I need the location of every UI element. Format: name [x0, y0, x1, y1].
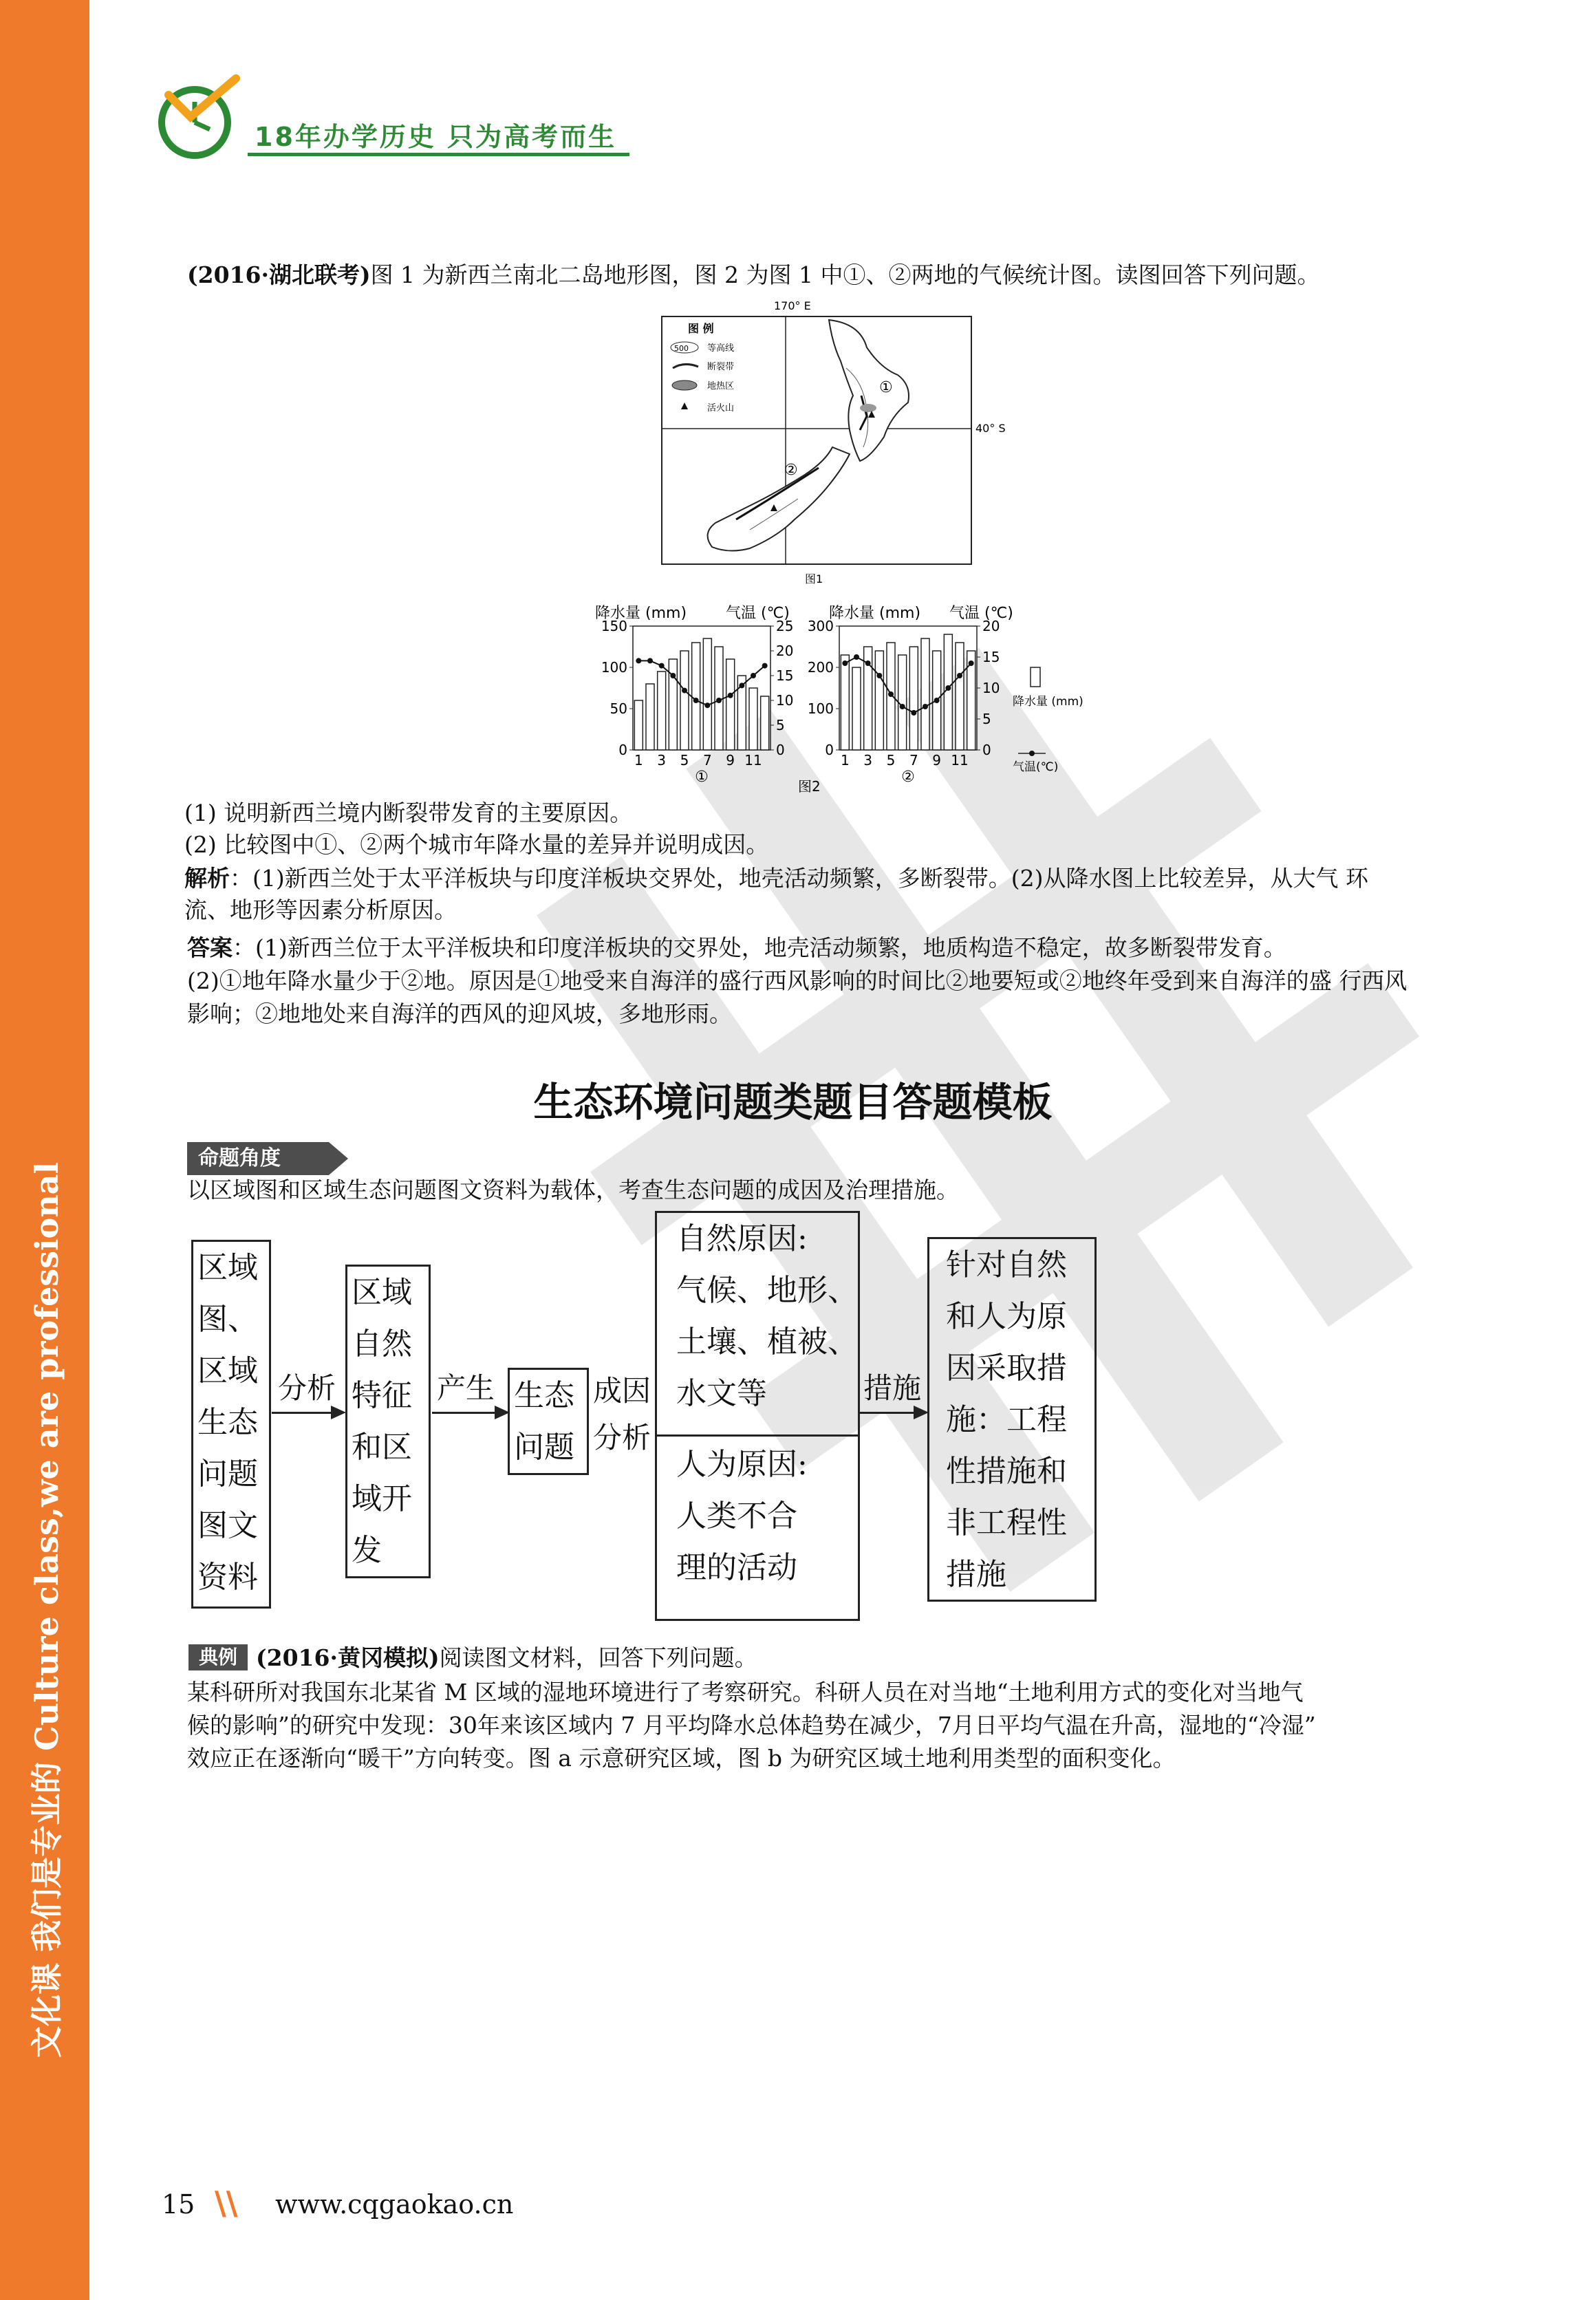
chart1-temp-point: [682, 688, 687, 694]
chart1-y2tick-label: 15: [776, 667, 794, 684]
chart2-temp-point: [945, 685, 951, 691]
example-text-line1: 某科研所对我国东北某省 M 区域的湿地环境进行了考察研究。科研人员在对当地“土地利用方式的变化对当地气: [187, 1679, 1304, 1706]
chart1-temp-point: [670, 673, 676, 678]
chart1-xtick-label: 5: [680, 752, 689, 769]
chart1-temp-point: [728, 693, 733, 698]
flow-box-source-material: 区域 图、 区域 生态 问题 图文 资料: [191, 1240, 271, 1609]
temp-legend-label: 气温(℃): [1013, 760, 1059, 774]
chart2-temp-point: [888, 691, 894, 697]
legend-item-geothermal: 地热区: [707, 381, 735, 391]
flow-box-measures: 针对自然 和人为原 因采取措 施：工程 性措施和 非工程性 措施: [927, 1237, 1097, 1602]
chart2-xtick-label: 7: [909, 752, 918, 769]
chart1-y2tick-label: 0: [776, 742, 785, 758]
geothermal-legend-symbol: [672, 380, 697, 390]
answer-line3: 影响；②地地处来自海洋的西风的迎风坡，多地形雨。: [187, 1000, 732, 1027]
chart1-ytick-label: 50: [610, 700, 627, 717]
analysis-label: 解析: [184, 865, 230, 892]
analysis-line1: [184, 863, 1368, 894]
clock-check-icon: [155, 74, 244, 166]
flow-box-natural-causes: 自然原因: 气候、地形、 土壤、植被、 水文等: [657, 1213, 858, 1437]
example-lead: 阅读图文材料，回答下列问题。: [439, 1644, 757, 1671]
flow-arrowhead-1: [331, 1406, 346, 1419]
map-side-label: 40° S: [975, 422, 1006, 435]
chart2-bar: [841, 655, 849, 750]
chart1-bar: [680, 651, 689, 750]
chart1-xtick-label: 1: [634, 752, 643, 769]
flow-arrow-2: [432, 1412, 497, 1414]
question1-stem-line: [187, 260, 1320, 290]
chart2-bar: [921, 638, 929, 750]
chart1-ytick-label: 100: [601, 659, 627, 676]
figure2-caption: 图2: [798, 778, 821, 795]
chart2-temp-point: [900, 704, 905, 709]
chart2-y2tick-label: 5: [982, 711, 991, 727]
example-text-line3: 效应正在逐渐向“暖干”方向转变。图 a 示意研究区域，图 b 为研究区域土地利用类型的面积变化。: [187, 1745, 1176, 1772]
flow-box-region-features: 区域 自然 特征 和区 域开 发: [345, 1265, 431, 1578]
chart1-xlabel: ①: [695, 769, 709, 786]
chart2-ytick-label: 200: [807, 659, 834, 676]
example-lead-line: [256, 1643, 757, 1673]
chart1-temp-point: [693, 698, 699, 703]
chart1-y2tick-label: 10: [776, 692, 794, 709]
answer-text1: ：(1)新西兰位于太平洋板块和印度洋板块的交界处，地壳活动频繁，地质构造不稳定，故多断裂带发育。: [233, 934, 1286, 961]
chart1-temp-point: [636, 658, 641, 663]
flow-arrowhead-3: [914, 1406, 929, 1419]
figure1-map: [660, 292, 1004, 585]
chart1-bar: [761, 696, 769, 750]
chart2-ylabel-right: 气温 (℃): [949, 605, 1013, 622]
answer-line1: [187, 933, 1286, 963]
header-slogan: 18年办学历史 只为高考而生: [255, 122, 617, 152]
chart1-ylabel-right: 气温 (℃): [726, 605, 790, 622]
chart1-temp-point: [762, 663, 768, 669]
chart1-bar: [646, 684, 654, 750]
chart1-xtick-label: 7: [702, 752, 712, 769]
chart1-temp-point: [751, 673, 756, 678]
chart2-temp-point: [854, 654, 859, 660]
section-heading: 生态环境问题类题目答题模板: [533, 1079, 1053, 1126]
flowchart: [186, 1211, 1108, 1631]
chart2-xtick-label: 3: [863, 752, 873, 769]
map-point-1: ①: [879, 379, 893, 396]
legend-title: 图 例: [688, 322, 714, 335]
chart2-ytick-label: 100: [807, 700, 834, 717]
chart2-temp-point: [865, 660, 871, 666]
flow-label-produce: 产生: [437, 1371, 495, 1405]
chart2-temp-point: [911, 710, 916, 716]
chart2-temp-point: [923, 704, 928, 709]
chart2-y2tick-label: 20: [982, 618, 1000, 634]
angle-text: 以区域图和区域生态问题图文资料为载体，考查生态问题的成因及治理措施。: [187, 1176, 959, 1203]
example-tag: 典例: [188, 1644, 248, 1670]
chart1-ytick-label: 0: [618, 742, 627, 758]
chart1-y2tick-label: 5: [776, 717, 785, 733]
chart2-xtick-label: 1: [840, 752, 850, 769]
sidebar-slogan: [0, 0, 89, 2300]
chart2-temp-point: [969, 660, 974, 666]
chart1-y2tick-label: 20: [776, 643, 794, 659]
chart1-bar: [749, 688, 757, 750]
sidebar-slogan-text: 文化课 我们是专业的 Culture class,we are professional: [28, 1162, 65, 2058]
legend-item-contour: 等高线: [707, 343, 735, 354]
footer-url[interactable]: www.cqgaokao.cn: [275, 2189, 514, 2220]
analysis-text1: ：(1)新西兰处于太平洋板块与印度洋板块交界处，地壳活动频繁，多断裂带。(2)从降水图上比较差异，从大气 环: [230, 865, 1368, 892]
chart2-xlabel: ②: [901, 769, 915, 786]
flow-box-eco-problem: 生态 问题: [508, 1368, 589, 1475]
flow-arrow-1: [272, 1412, 334, 1414]
chart1-xtick-label: 11: [744, 752, 762, 769]
flow-label-analysis: 分析: [278, 1371, 336, 1405]
flow-box-causes: [655, 1211, 860, 1621]
legend-item-volcano: 活火山: [707, 403, 735, 413]
chart2-xtick-label: 11: [951, 752, 969, 769]
chart1-ytick-label: 150: [601, 618, 627, 634]
chart2-temp-point: [876, 673, 882, 678]
map-point-2: ②: [784, 462, 798, 479]
map-caption: 图1: [805, 572, 823, 585]
chart1-ylabel: 降水量 (mm): [595, 605, 687, 622]
rain-legend-label: 降水量 (mm): [1013, 695, 1083, 709]
analysis-line2: 流、地形等因素分析原因。: [184, 896, 457, 923]
chart1-temp-point: [716, 698, 722, 703]
chart2-xtick-label: 5: [886, 752, 896, 769]
chart1-temp-point: [647, 658, 653, 663]
chart1-bar: [692, 643, 700, 750]
chart1-y2tick-label: 25: [776, 618, 794, 634]
map-top-label: 170° E: [774, 299, 811, 312]
double-slash-icon: \\: [215, 2184, 238, 2222]
flow-label-measure: 措施: [863, 1371, 922, 1405]
angle-tag: 命题角度: [187, 1142, 329, 1175]
legend-item-fault: 断裂带: [707, 362, 735, 372]
chart1-temp-point: [659, 663, 665, 669]
chart1-plot: [601, 618, 794, 786]
legend-contour-value: 500: [674, 344, 689, 353]
chart1-temp-point: [739, 683, 744, 688]
chart2-y2tick-label: 10: [982, 680, 1000, 696]
answer-label: 答案: [187, 934, 233, 961]
chart2-bar: [909, 647, 918, 750]
north-island-geothermal: [860, 404, 876, 412]
chart2-bar: [852, 667, 861, 750]
question1-source: (2016·湖北联考): [187, 261, 371, 288]
chart1-bar: [634, 700, 643, 750]
temp-legend-dot: [1029, 751, 1035, 756]
question1-stem: 图 1 为新西兰南北二岛地形图，图 2 为图 1 中①、②两地的气候统计图。读图回答下列问题。: [370, 261, 1320, 288]
flow-arrow-3: [859, 1412, 916, 1414]
page-number: 15: [162, 2189, 195, 2220]
chart2-ytick-label: 300: [807, 618, 834, 634]
chart2-xtick-label: 9: [932, 752, 942, 769]
chart1-xtick-label: 9: [726, 752, 735, 769]
rain-legend-symbol: [1031, 667, 1040, 687]
flow-label-cause: 成因 分析: [593, 1374, 651, 1454]
example-source: (2016·黄冈模拟): [256, 1644, 440, 1671]
figure2-charts: [592, 599, 1083, 805]
chart1-bar: [658, 671, 666, 750]
chart1-bar: [703, 638, 711, 750]
chart2-temp-point: [842, 660, 848, 666]
header-divider: [248, 153, 629, 156]
answer-line2: (2)①地年降水量少于②地。原因是①地受来自海洋的盛行西风影响的时间比②地要短或②地终年受到来自海洋的盛 行西风: [187, 967, 1408, 994]
question1-sub2: (2) 比较图中①、②两个城市年降水量的差异并说明成因。: [184, 831, 769, 858]
chart2-bar: [956, 643, 964, 750]
map-frame: [662, 316, 971, 564]
chart1-temp-point: [704, 702, 710, 708]
chart2-y2tick-label: 0: [982, 742, 991, 758]
chart2-bar: [875, 651, 883, 750]
chart2-ylabel: 降水量 (mm): [829, 605, 921, 622]
angle-tag-arrow: [329, 1142, 348, 1175]
example-text-line2: 候的影响”的研究中发现：30年来该区域内 7 月平均降水总体趋势在减少，7月日平均气温在升高，湿地的“冷湿”: [187, 1712, 1316, 1739]
flow-box-human-causes: 人为原因: 人类不合 理的活动: [676, 1447, 808, 1585]
chart2-ytick-label: 0: [825, 742, 834, 758]
chart1-xtick-label: 3: [657, 752, 667, 769]
chart1-bar: [726, 659, 735, 750]
question1-sub1: (1) 说明新西兰境内断裂带发育的主要原因。: [184, 799, 633, 826]
chart2-temp-point: [934, 698, 940, 703]
chart2-plot: [808, 618, 1000, 786]
chart2-y2tick-label: 15: [982, 649, 1000, 665]
chart2-temp-point: [957, 673, 962, 678]
